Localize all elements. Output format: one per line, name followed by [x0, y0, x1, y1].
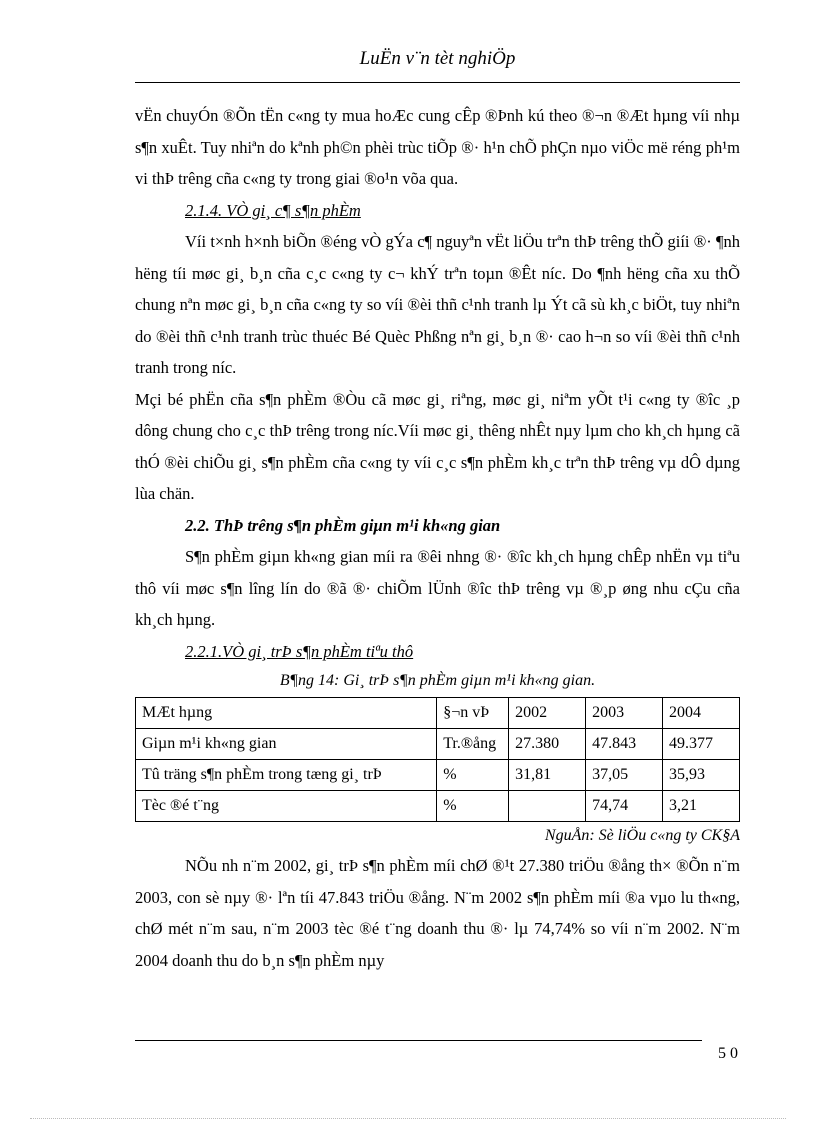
paragraph-space-frame-market: S¶n phÈm giµn kh«ng gian míi ra ®êi nhng ®· ®îc kh¸ch hµng chÊp nhËn vµ tiªu thô víi møc s¶n lîng lín do ®ã ®· chiÕm lÜnh ®îc thÞ trêng vµ ®¸p øng nhu cÇu cña kh¸ch hµng.: [135, 547, 740, 629]
table-cell: %: [437, 791, 509, 822]
document-body: [135, 100, 740, 976]
footer-divider: [135, 1040, 702, 1041]
table-cell: Tèc ®é t¨ng: [136, 791, 437, 822]
table-header-row: [136, 698, 740, 729]
table-cell: 31,81: [509, 760, 586, 791]
table-row: [136, 729, 740, 760]
table-header-cell: MÆt hµng: [136, 698, 437, 729]
paragraph-price-impact: Víi t×nh h×nh biÕn ®éng vÒ gÝa c¶ nguyªn vËt liÖu trªn thÞ trêng thÕ giíi ®· ¶nh hëng tíi møc gi¸ b¸n cña c¸c c«ng ty c¬ khÝ trªn toµn ®Êt níc. Do ¶nh hëng cña xu thÕ chung nªn møc gi¸ b¸n cña c«ng ty so víi ®èi thñ c¹nh tranh lµ Ýt cã sù kh¸c biÖt, tuy nhiªn do ®èi thñ c¹nh tranh trùc thuéc Bé Quèc Phßng nªn gi¸ b¸n ®· cao h¬n so víi ®èi thñ c¹nh tranh trong níc.: [135, 232, 740, 377]
page-header-title: LuËn v¨n tèt nghiÖp: [359, 48, 516, 69]
paragraph-value-growth: NÕu nh n¨m 2002, gi¸ trÞ s¶n phÈm míi chØ ®¹t 27.380 triÖu ®ång th× ®Õn n¨m 2003, con sè nµy ®· lªn tíi 47.843 triÖu ®ång. N¨m 2002 s¶n phÈm míi ®a vµo lu th«ng, chØ mét n¨m sau, n¨m 2003 tèc ®é t¨ng doanh thu ®· lµ 74,74% so víi n¨m 2002. N¨m 2004 doanh thu do b¸n s¶n phÈm nµy: [135, 856, 740, 970]
table-cell: 27.380: [509, 729, 586, 760]
page-bottom-dotted-line: [30, 1118, 786, 1119]
table-header-cell: 2004: [663, 698, 740, 729]
section-heading-2-1-4: 2.1.4. VÒ gi¸ c¶ s¶n phÈm: [185, 200, 361, 220]
product-value-table: [135, 697, 740, 822]
page-number: 5 0: [718, 1045, 738, 1062]
section-heading-2-2-1: 2.2.1.VÒ gi¸ trÞ s¶n phÈm tiªu thô: [185, 641, 414, 661]
table-cell: 3,21: [663, 791, 740, 822]
paragraph-continuation: vËn chuyÓn ®Õn tËn c«ng ty mua hoÆc cung cÊp ®Þnh kú theo ®¬n ®Æt hµng víi nhµ s¶n xuÊt. Tuy nhiªn do kªnh ph©n phèi trùc tiÕp ®· h¹n chÕ phÇn nµo viÖc më réng ph¹m vi thÞ trêng cña c«ng ty trong giai ®o¹n võa qua.: [135, 106, 740, 188]
table-cell: 37,05: [586, 760, 663, 791]
table-cell: 47.843: [586, 729, 663, 760]
section-heading-2-2: 2.2. ThÞ trêng s¶n phÈm giµn m¹i kh«ng gian: [185, 515, 501, 535]
table-header-cell: §¬n vÞ: [437, 698, 509, 729]
table-cell: 74,74: [586, 791, 663, 822]
table-row: [136, 791, 740, 822]
table-row: [136, 760, 740, 791]
table-cell: 49.377: [663, 729, 740, 760]
table-source-note: NguÅn: Sè liÖu c«ng ty CK§A: [544, 827, 740, 844]
table-cell: Tû träng s¶n phÈm trong tæng gi¸ trÞ: [136, 760, 437, 791]
header-divider: [135, 82, 740, 83]
table-caption: B¶ng 14: Gi¸ trÞ s¶n phÈm giµn m¹i kh«ng gian.: [279, 672, 596, 689]
table-cell: 35,93: [663, 760, 740, 791]
table-header-cell: 2002: [509, 698, 586, 729]
table-header-cell: 2003: [586, 698, 663, 729]
table-cell: [509, 791, 586, 822]
paragraph-price-list: Mçi bé phËn cña s¶n phÈm ®Òu cã møc gi¸ riªng, møc gi¸ niªm yÕt t¹i c«ng ty ®îc ¸p dông chung cho c¸c thÞ trêng trong níc.Víi møc gi¸ thêng nhÊt nµy lµm cho kh¸ch hµng cã thÓ ®èi chiÕu gi¸ s¶n phÈm cña c«ng ty víi c¸c s¶n phÈm kh¸c trªn thÞ trêng vµ dÔ dµng lùa chän.: [135, 389, 740, 503]
table-cell: %: [437, 760, 509, 791]
table-cell: Tr.®ång: [437, 729, 509, 760]
table-cell: Giµn m¹i kh«ng gian: [136, 729, 437, 760]
